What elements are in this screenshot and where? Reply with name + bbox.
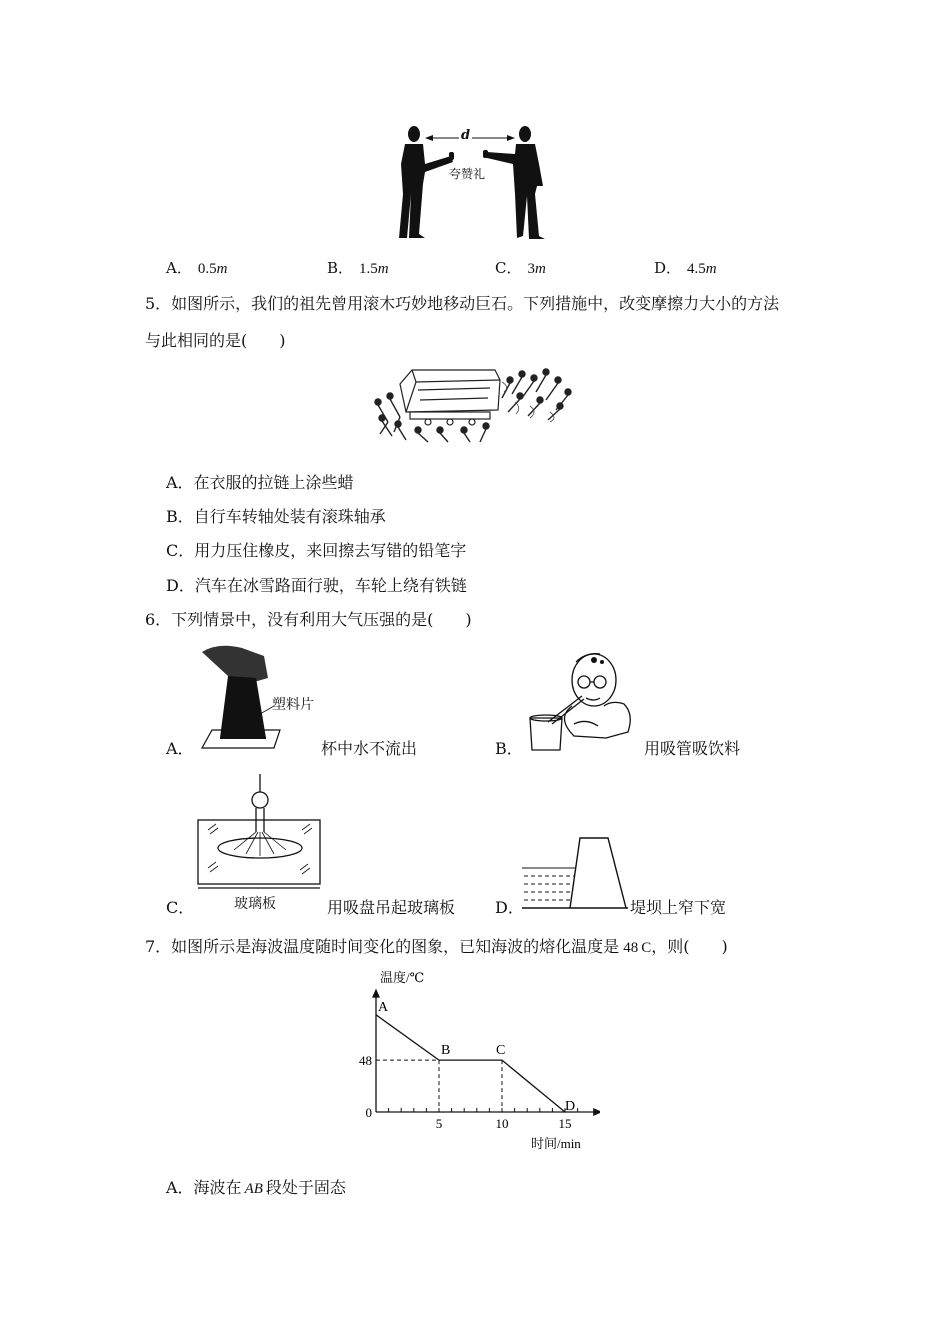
point-label-c: C bbox=[496, 1043, 506, 1059]
temperature-time-chart bbox=[350, 966, 600, 1156]
glass-plate-label: 玻璃板 bbox=[234, 896, 276, 912]
q5-stem-line1: 5．如图所示，我们的祖先曾用滚木巧妙地移动巨石。下列措施中，改变摩擦力大小的方法 bbox=[145, 294, 780, 313]
greeting-figure bbox=[395, 124, 555, 242]
q6-option-d-letter: D． bbox=[495, 898, 524, 917]
q5-stem-line2: 与此相同的是( ) bbox=[145, 331, 286, 350]
q6-option-c-text: 用吸盘吊起玻璃板 bbox=[327, 898, 456, 917]
q4-option-a: A． 0.5m bbox=[166, 259, 228, 277]
q5-option-c: C．用力压住橡皮，来回擦去写错的铅笔字 bbox=[166, 541, 467, 560]
q4-option-b: B． 1.5m bbox=[327, 259, 389, 277]
plastic-sheet-label: 塑料片 bbox=[272, 697, 314, 713]
x-tick-label: 15 bbox=[558, 1116, 572, 1131]
q6-option-b-letter: B． bbox=[495, 739, 523, 758]
q5-option-b: B．自行车转轴处装有滚珠轴承 bbox=[166, 507, 386, 526]
y-axis-arrow bbox=[372, 989, 380, 998]
q6-stem: 6．下列情景中，没有利用大气压强的是( ) bbox=[145, 610, 472, 629]
q7-option-a: A．海波在 AB 段处于固态 bbox=[166, 1178, 346, 1197]
y-axis-label: 温度/℃ bbox=[380, 970, 425, 985]
q6-option-d-text: 堤坝上窄下宽 bbox=[630, 898, 727, 917]
figure-caption: 夸赞礼 bbox=[449, 167, 486, 181]
distance-symbol: d bbox=[459, 126, 472, 146]
temperature-line bbox=[376, 1015, 565, 1112]
straw-drinking-figure bbox=[526, 644, 638, 752]
x-tick-label: 5 bbox=[435, 1116, 443, 1131]
x-axis-label: 时间/min bbox=[530, 1136, 581, 1151]
q4-option-d: D． 4.5m bbox=[654, 259, 717, 277]
point-label-d: D bbox=[565, 1099, 576, 1114]
suction-cup-figure bbox=[196, 774, 322, 892]
q5-option-d: D．汽车在冰雪路面行驶，车轮上绕有铁链 bbox=[166, 576, 467, 595]
y-tick-label: 0 bbox=[365, 1105, 372, 1120]
rolling-log-figure bbox=[370, 362, 580, 448]
y-tick-label: 48 bbox=[359, 1053, 372, 1069]
q6-option-a-text: 杯中水不流出 bbox=[321, 739, 418, 758]
q7-stem: 7．如图所示是海波温度随时间变化的图象，已知海波的熔化温度是 48 C，则( ) bbox=[145, 937, 728, 956]
x-tick-label: 10 bbox=[495, 1116, 509, 1131]
q6-option-c-letter: C． bbox=[166, 898, 195, 917]
q4-option-c: C． 3m bbox=[495, 259, 546, 277]
point-label-b: B bbox=[441, 1043, 451, 1059]
point-label-a: A bbox=[378, 999, 389, 1015]
dam-figure bbox=[522, 836, 630, 912]
q5-option-a: A．在衣服的拉链上涂些蜡 bbox=[166, 473, 354, 492]
x-axis-arrow bbox=[593, 1108, 600, 1116]
q6-option-b-text: 用吸管吸饮料 bbox=[644, 739, 741, 758]
q6-option-a-letter: A． bbox=[166, 739, 194, 758]
